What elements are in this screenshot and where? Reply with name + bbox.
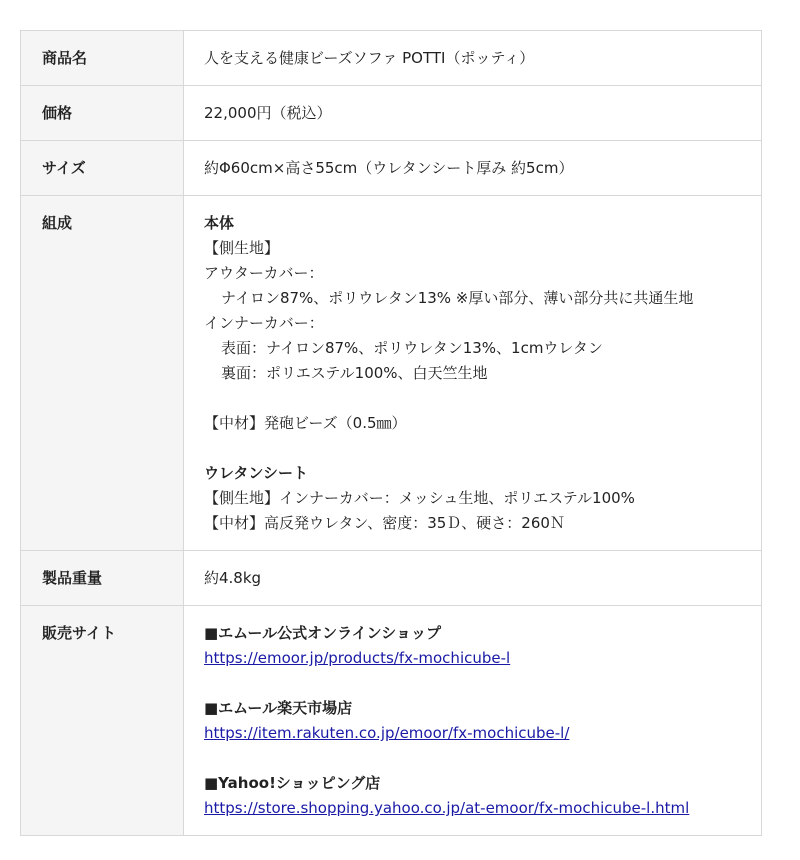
outer-cover-label: アウターカバー：	[204, 264, 324, 282]
shop-link-official[interactable]: https://emoor.jp/products/fx-mochicube-l	[204, 649, 511, 667]
urethane-heading: ウレタンシート	[204, 464, 309, 482]
spec-value-cell	[184, 86, 762, 141]
spec-label-composition: 組成	[42, 214, 73, 232]
spec-row-composition	[21, 196, 762, 551]
spec-row-size	[21, 141, 762, 196]
spec-value-price: 22,000円（税込）	[204, 104, 332, 122]
spec-row-shops	[21, 606, 762, 836]
spec-value-cell	[184, 141, 762, 196]
spec-label-cell	[21, 31, 184, 86]
urethane-filling: 【中材】高反発ウレタン、密度：35Ｄ、硬さ：260Ｎ	[204, 514, 565, 532]
spec-label-weight: 製品重量	[42, 569, 103, 587]
spec-label-cell	[21, 196, 184, 551]
spec-label-name: 商品名	[42, 49, 88, 67]
side-fabric-heading: 【側生地】	[204, 239, 280, 257]
filling-info: 【中材】発砲ビーズ（0.5㎜）	[204, 414, 407, 432]
product-spec-table	[20, 30, 762, 836]
spec-label-cell	[21, 141, 184, 196]
spec-row-weight	[21, 551, 762, 606]
spacer	[204, 386, 751, 411]
spacer	[204, 746, 751, 771]
spec-value-cell	[184, 551, 762, 606]
spec-value-weight: 約4.8kg	[204, 569, 262, 587]
shop-name-yahoo: ■Yahoo!ショッピング店	[204, 774, 381, 792]
inner-cover-back: 裏面：ポリエステル100%、白天竺生地	[221, 364, 488, 382]
shop-link-rakuten[interactable]: https://item.rakuten.co.jp/emoor/fx-mochicube-l/	[204, 724, 570, 742]
spec-value-size: 約Φ60cm×高さ55cm（ウレタンシート厚み 約5cm）	[204, 159, 574, 177]
spec-value-cell	[184, 196, 762, 551]
spec-value-name: 人を支える健康ビーズソファ POTTI（ポッティ）	[204, 49, 535, 67]
spec-value-cell	[184, 606, 762, 836]
spec-label-cell	[21, 551, 184, 606]
urethane-side-fabric: 【側生地】インナーカバー：メッシュ生地、ポリエステル100%	[204, 489, 635, 507]
composition-details	[184, 196, 761, 550]
spec-label-cell	[21, 606, 184, 836]
body-heading: 本体	[204, 214, 235, 232]
spacer	[204, 436, 751, 461]
outer-cover-value: ナイロン87%、ポリウレタン13% ※厚い部分、薄い部分共に共通生地	[221, 289, 694, 307]
shop-name-official: ■エムール公式オンラインショップ	[204, 624, 441, 642]
spec-row-price	[21, 86, 762, 141]
shop-list	[184, 606, 761, 835]
inner-cover-label: インナーカバー：	[204, 314, 324, 332]
spec-label-price: 価格	[42, 104, 73, 122]
shop-name-rakuten: ■エムール楽天市場店	[204, 699, 353, 717]
spec-value-cell	[184, 31, 762, 86]
spec-label-shops: 販売サイト	[42, 624, 116, 642]
spacer	[204, 671, 751, 696]
shop-link-yahoo[interactable]: https://store.shopping.yahoo.co.jp/at-emoor/fx-mochicube-l.html	[204, 799, 690, 817]
spec-label-cell	[21, 86, 184, 141]
spec-label-size: サイズ	[42, 159, 86, 177]
inner-cover-front: 表面：ナイロン87%、ポリウレタン13%、1cmウレタン	[221, 339, 603, 357]
spec-row-name	[21, 31, 762, 86]
